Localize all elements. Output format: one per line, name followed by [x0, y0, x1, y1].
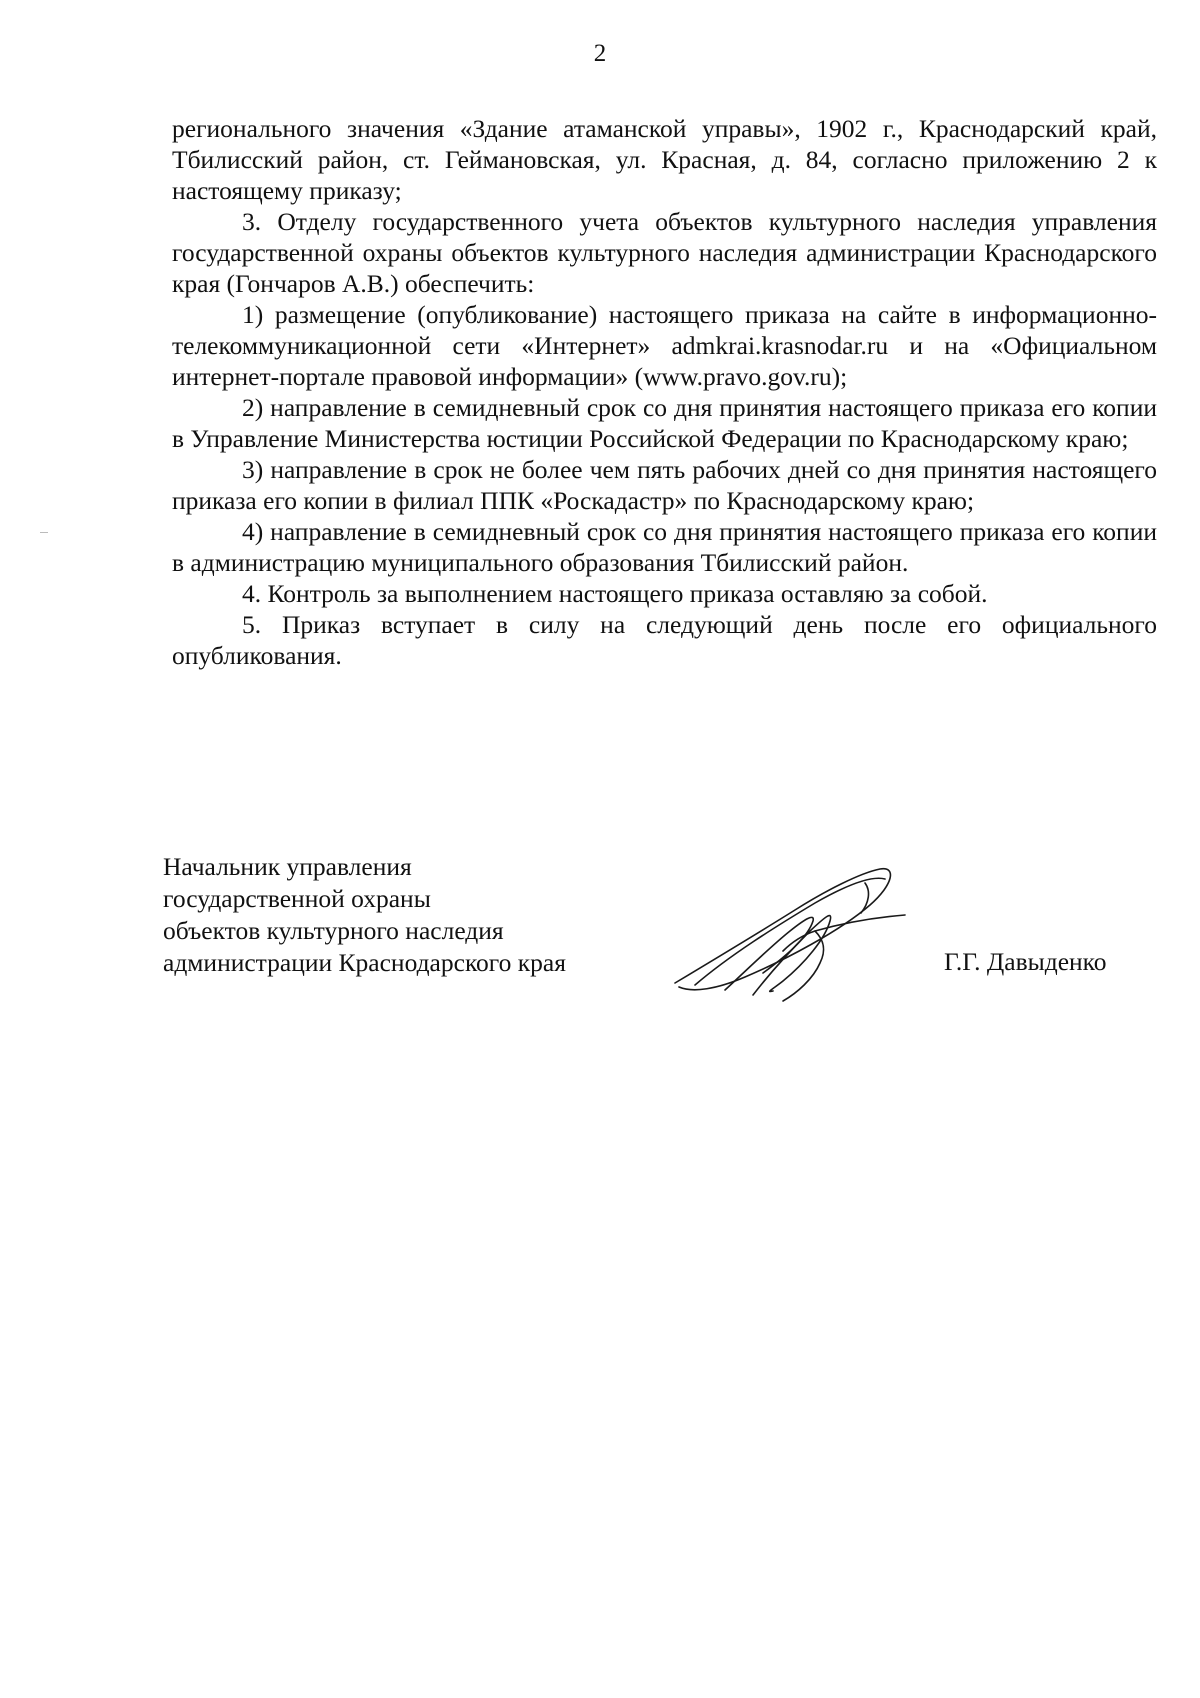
paragraph-subitem-4: 4) направление в семидневный срок со дня принятия настоящего приказа его копии в администрацию муниципального образования Тбилисский район.: [172, 517, 1157, 577]
paragraph-item-5: 5. Приказ вступает в силу на следующий день после его официального опубликования.: [172, 610, 1157, 670]
paragraph-subitem-2: 2) направление в семидневный срок со дня принятия настоящего приказа его копии в Управление Министерства юстиции Российской Федерации по Краснодарскому краю;: [172, 393, 1157, 453]
paragraph-subitem-3: 3) направление в срок не более чем пять рабочих дней со дня принятия настоящего приказа его копии в филиал ППК «Роскадастр» по Краснодарскому краю;: [172, 455, 1157, 515]
signer-position-line-4: администрации Краснодарского края: [163, 948, 566, 977]
paragraph-continuation: регионального значения «Здание атаманской управы», 1902 г., Краснодарский край, Тбилисский район, ст. Геймановская, ул. Красная, д. 84, согласно приложению 2 к настоящему приказу;: [172, 114, 1157, 205]
paragraph-subitem-1: 1) размещение (опубликование) настоящего приказа на сайте в информационно-телекоммуникационной сети «Интернет» admkrai.krasnodar.ru и на «Официальном интернет-портале правовой информации» (www.pravo.gov.ru);: [172, 300, 1157, 391]
signer-position: [163, 851, 566, 979]
signer-position-line-3: объектов культурного наследия: [163, 916, 504, 945]
scan-margin-mark: [40, 532, 48, 533]
paragraph-item-4: 4. Контроль за выполнением настоящего приказа оставляю за собой.: [242, 579, 988, 608]
page-number: 2: [593, 40, 607, 67]
signer-position-line-1: Начальник управления: [163, 852, 412, 881]
paragraph-item-3: 3. Отделу государственного учета объектов культурного наследия управления государственной охраны объектов культурного наследия администрации Краснодарского края (Гончаров А.В.) обеспечить:: [172, 207, 1157, 298]
handwritten-signature: [665, 855, 915, 1005]
signer-position-line-2: государственной охраны: [163, 884, 431, 913]
document-body: [172, 113, 1157, 671]
signer-name: Г.Г. Давыденко: [944, 947, 1107, 976]
